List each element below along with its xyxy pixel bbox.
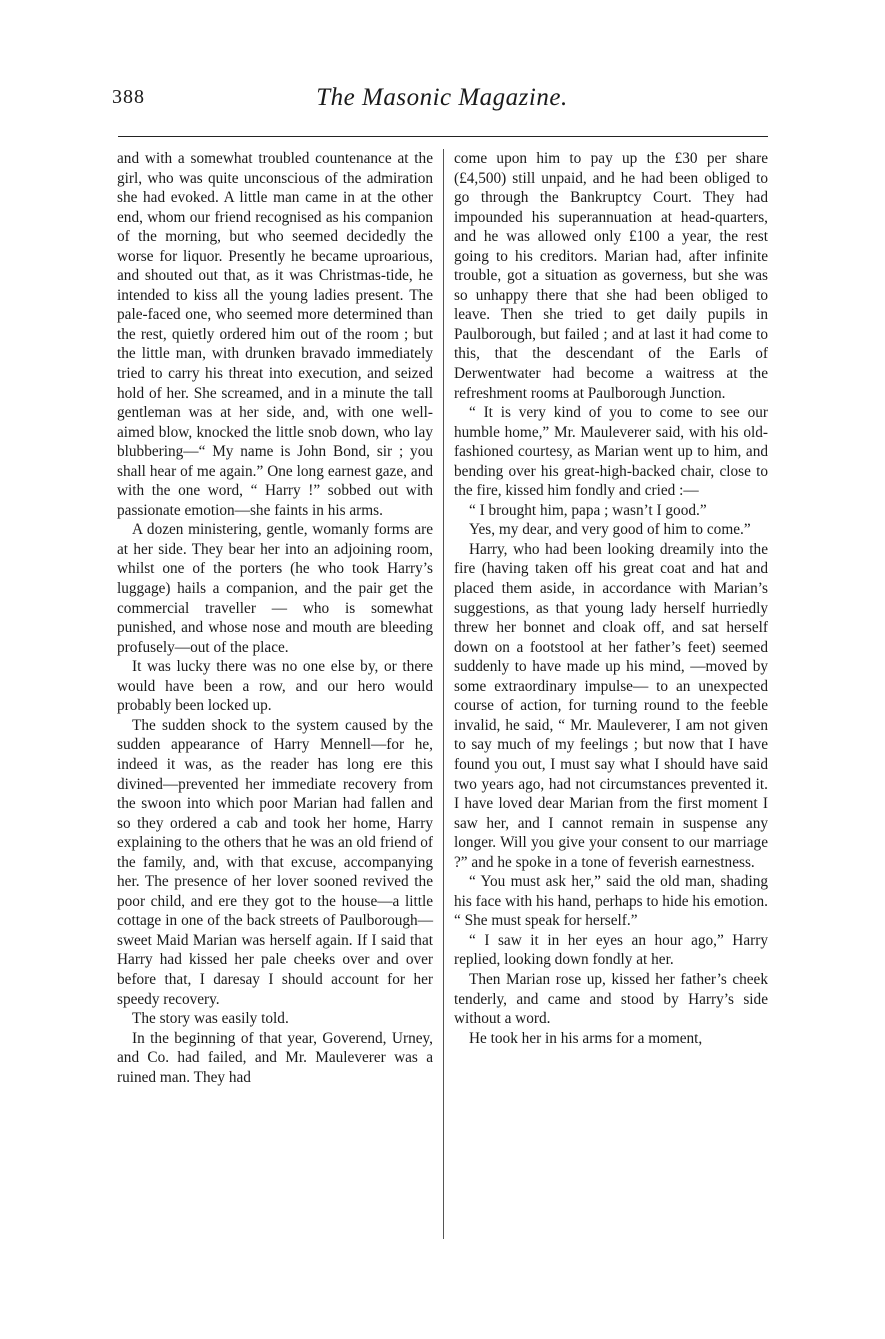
right-column <box>454 149 768 1048</box>
paragraph: “ I brought him, papa ; wasn’t I good.” <box>469 501 707 519</box>
page-number: 388 <box>112 86 145 108</box>
page-header <box>112 86 772 126</box>
paragraph: “ I saw it in her eyes an hour ago,” Harry replied, looking down fondly at her. <box>454 931 768 969</box>
paragraph: The sudden shock to the system caused by the sudden appearance of Harry Mennell—for he, indeed it was, as the reader has long ere this divined—prevented her immediate recovery from the swoon into which poor Marian had fallen and so they ordered a cab and took her home, Harry explaining to the others that he was an old friend of the family, and, with that excuse, accompanying her. The presence of her lover sooned revived the poor child, and ere they got to the house—a little cottage in one of the back streets of Paulborough—sweet Maid Marian was herself again. If I said that Harry had kissed her pale cheeks over and over before that, I daresay I should account for her speedy recovery. <box>117 716 433 1008</box>
paragraph: Yes, my dear, and very good of him to come.” <box>469 521 751 539</box>
paragraph: Harry, who had been looking dreamily into the fire (having taken off his great coat and hat and placed them aside, in accordance with Marian’s suggestions, as that young lady herself hurriedly threw her bonnet and cloak off, and sat herself down on a footstool at her father’s feet) seemed suddenly to have made up his mind, —moved by some extraordinary impulse— to an unexpected course of action, for turning round to the feeble invalid, he said, “ Mr. Mauleverer, I am not given to say much of my feelings ; but now that I have found you out, I must say what I should have said two years ago, had not circumstances prevented it. I have loved dear Marian from the first moment I saw her, and I cannot remain in suspense any longer. Will you give your consent to our marriage ?” and he spoke in a tone of feverish earnestness. <box>454 540 768 871</box>
paragraph: and with a somewhat troubled countenance at the girl, who was quite unconscious of the admiration she had evoked. A little man came in at the other end, whom our friend recognised as his companion of the morning, but who seemed decidedly the worse for liquor. Presently he became uproarious, and shouted out that, as it was Christmas-tide, he intended to kiss all the young ladies present. The pale-faced one, who seemed more determined than the rest, quietly ordered him out of the room ; but the little man, with drunken bravado immediately tried to carry his threat into execution, and seized hold of her. She screamed, and in a minute the tall gentleman was at her side, and, with one well-aimed blow, knocked the little snob down, who lay blubbering—“ My name is John Bond, sir ; you shall hear of me again.” One long earnest gaze, and with the one word, “ Harry !” sobbed out with passionate emotion—she faints in his arms. <box>117 150 433 519</box>
paragraph: “ You must ask her,” said the old man, shading his face with his hand, perhaps to hide his emotion. “ She must speak for herself.” <box>454 873 768 930</box>
left-column <box>117 149 433 1087</box>
paragraph: He took her in his arms for a moment, <box>469 1029 703 1047</box>
running-title: The Masonic Magazine. <box>316 84 568 111</box>
paragraph: It was lucky there was no one else by, or there would have been a row, and our hero would probably been locked up. <box>117 658 433 715</box>
column-divider <box>443 149 444 1239</box>
header-rule <box>118 136 768 137</box>
paragraph: “ It is very kind of you to come to see our humble home,” Mr. Mauleverer said, with his old-fashioned courtesy, as Marian went up to him, and bending over his great-high-backed chair, close to the fire, kissed him fondly and cried :— <box>454 404 768 500</box>
paragraph: In the beginning of that year, Goverend, Urney, and Co. had failed, and Mr. Mauleverer was a ruined man. They had <box>117 1029 433 1086</box>
paragraph: Then Marian rose up, kissed her father’s cheek tenderly, and came and stood by Harry’s side without a word. <box>454 970 768 1028</box>
paragraph: A dozen ministering, gentle, womanly forms are at her side. They bear her into an adjoining room, whilst one of the porters (he who took Harry’s luggage) hails a companion, and the pair get the commercial traveller — who is somewhat punished, and whose nose and mouth are bleeding profusely—out of the place. <box>117 521 433 656</box>
paragraph: The story was easily told. <box>132 1010 289 1028</box>
paragraph: come upon him to pay up the £30 per share (£4,500) still unpaid, and he had been obliged to go through the Bankruptcy Court. They had impounded his superannuation at head-quarters, and he was allowed only £100 a year, the rest going to his creditors. Marian had, after infinite trouble, got a situation as governess, but she was so unhappy there that she had been obliged to leave. Then she tried to get daily pupils in Paulborough, but failed ; and at last it had come to this, that the descendant of the Earls of Derwentwater had become a waitress at the refreshment rooms at Paulborough Junction. <box>454 150 768 402</box>
